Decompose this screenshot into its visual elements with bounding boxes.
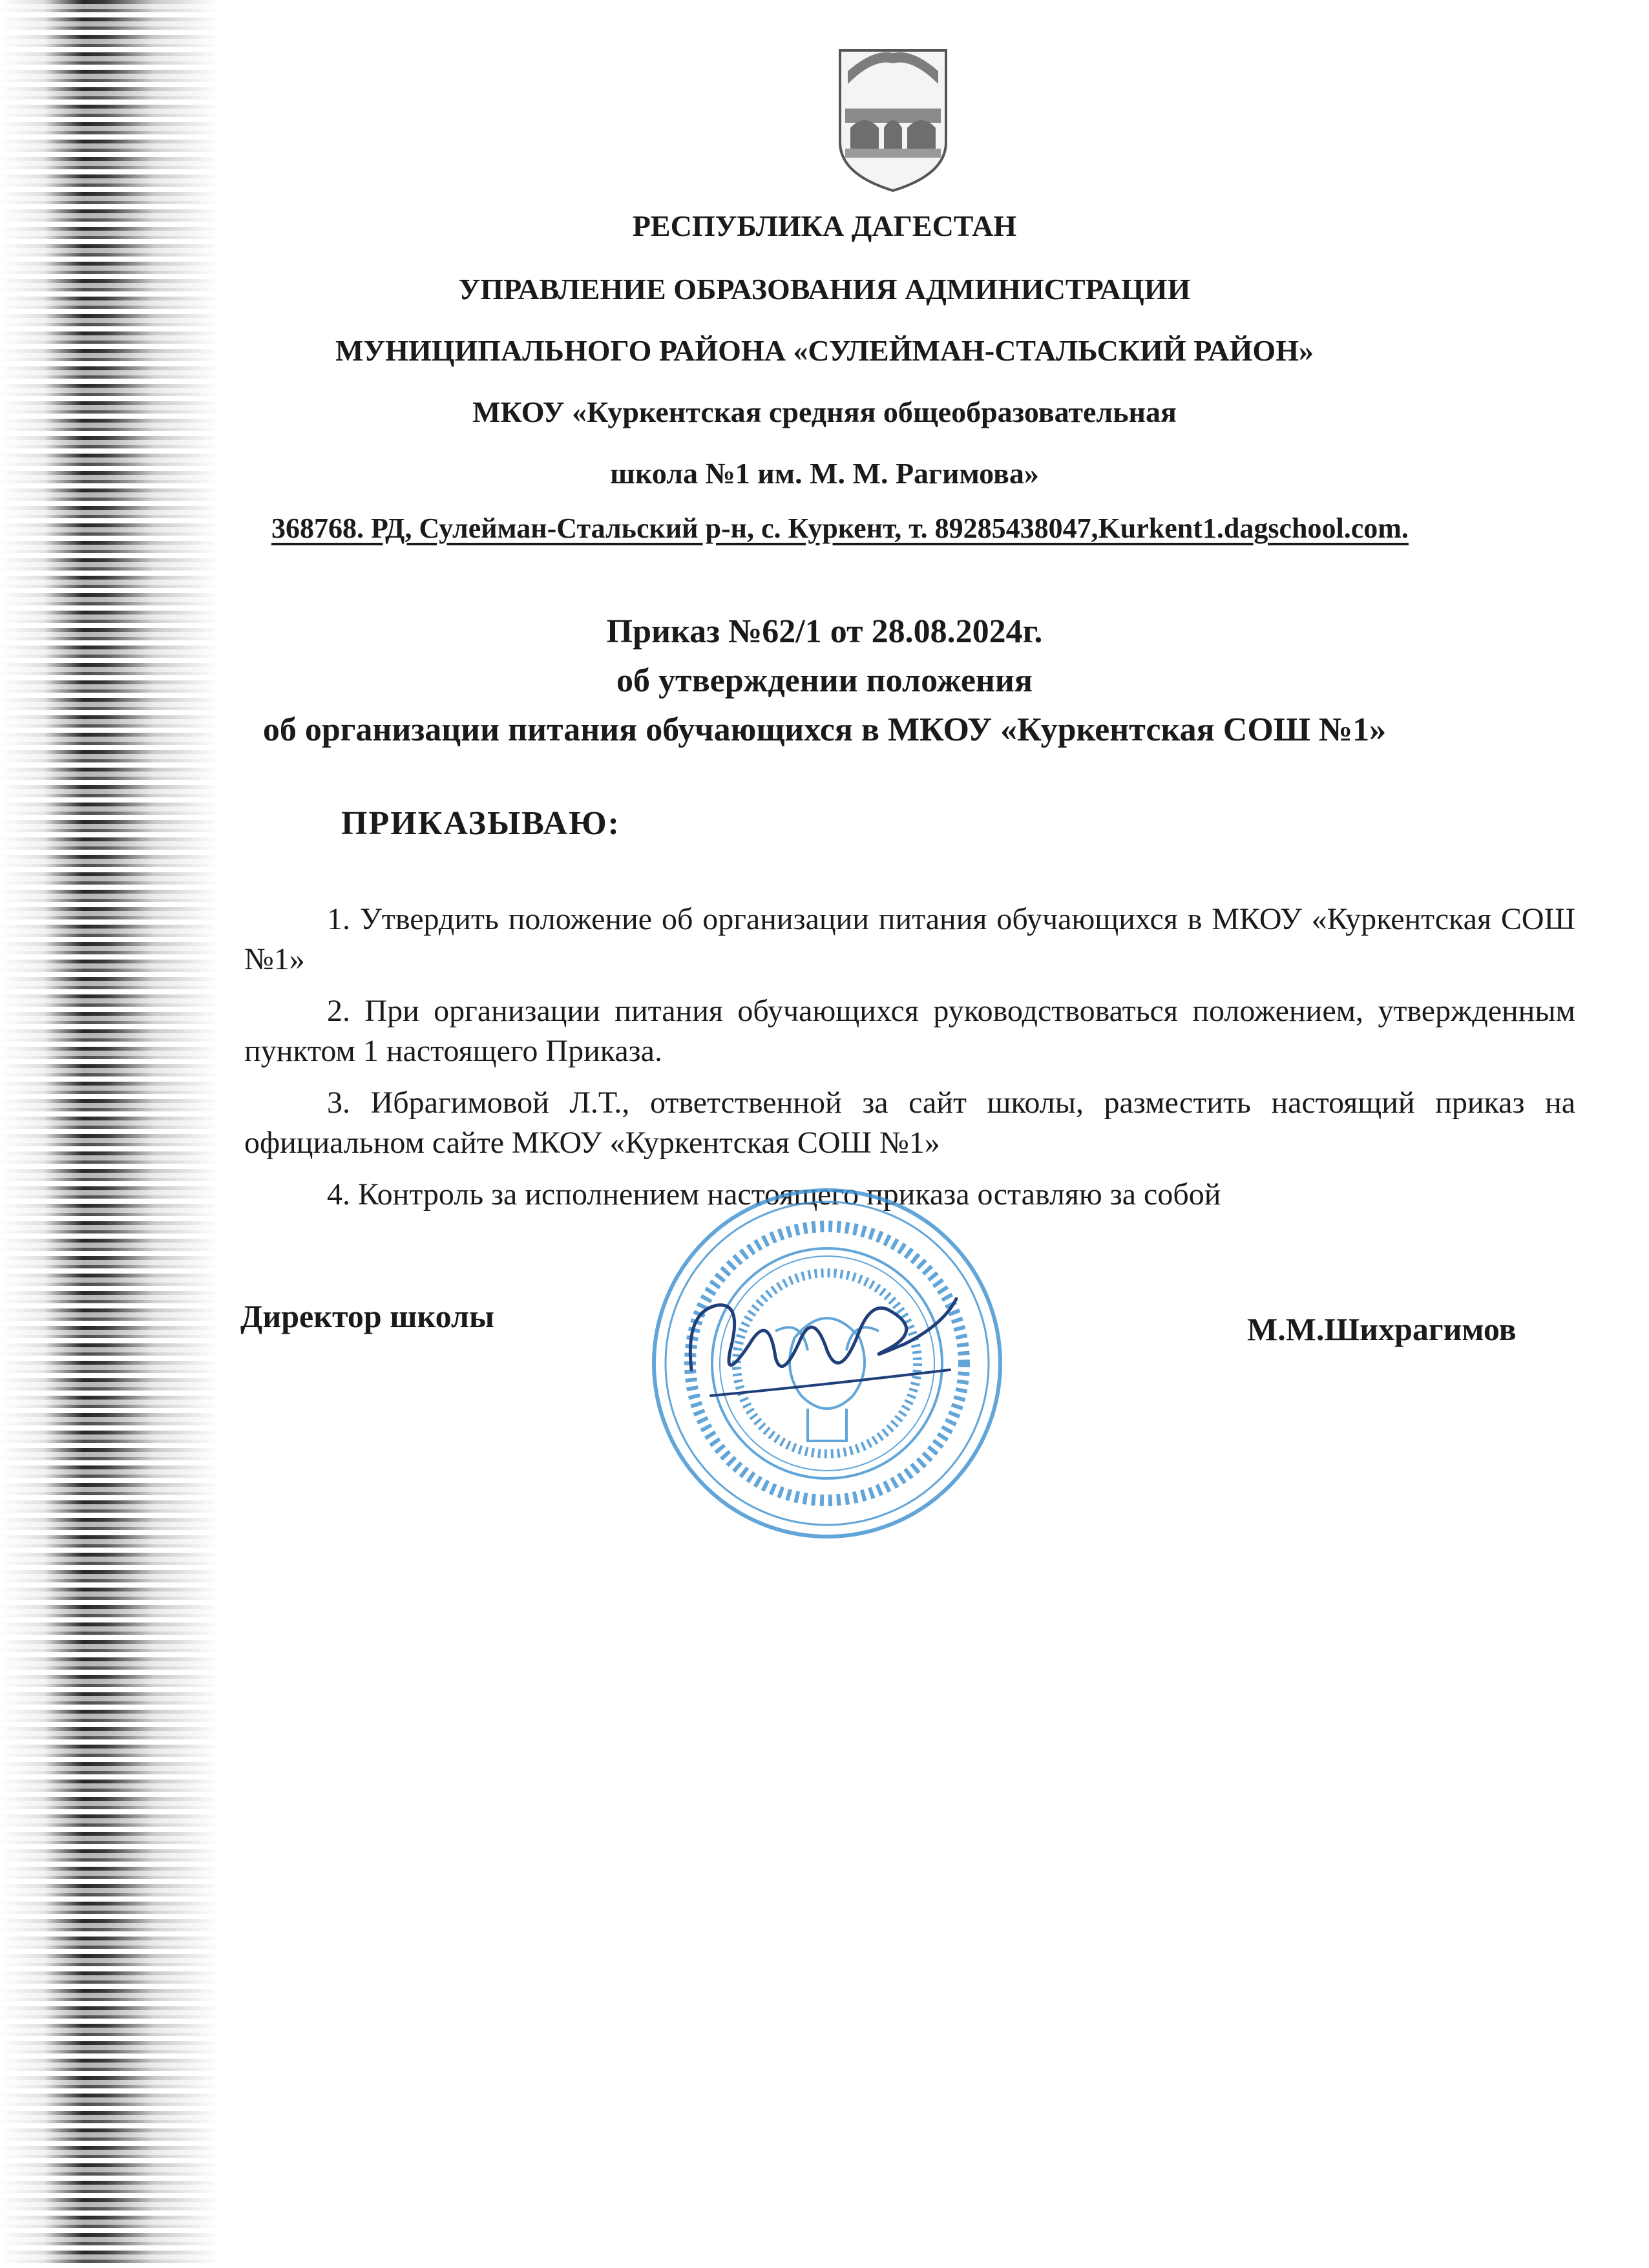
- header-school-name-cont: школа №1 им. М. М. Рагимова»: [610, 457, 1039, 490]
- order-subject-line1: об утверждении положения: [616, 662, 1033, 699]
- order-item-4: 4. Контроль за исполнением настоящего приказа оставляю за собой: [327, 1177, 1221, 1212]
- order-command: ПРИКАЗЫВАЮ:: [341, 805, 620, 842]
- order-item-1: 1. Утвердить положение об организации питания обучающихся в МКОУ «Куркентская СОШ №1»: [244, 902, 1575, 976]
- district-coat-of-arms-icon: [835, 45, 951, 194]
- order-item-3: 3. Ибрагимовой Л.Т., ответственной за сайт школы, разместить настоящий приказ на официальном сайте МКОУ «Куркентская СОШ №1»: [244, 1086, 1575, 1160]
- signature-name: М.М.Шихрагимов: [1247, 1311, 1517, 1347]
- header-district: МУНИЦИПАЛЬНОГО РАЙОНА «СУЛЕЙМАН-СТАЛЬСКИЙ РАЙОН»: [335, 334, 1314, 367]
- director-signature-icon: [672, 1273, 969, 1415]
- order-subject-line2: об организации питания обучающихся в МКОУ «Куркентская СОШ №1»: [262, 711, 1387, 748]
- order-number-date: Приказ №62/1 от 28.08.2024г.: [606, 613, 1043, 650]
- header-address: 368768. РД, Сулейман-Стальский р-н, с. Куркент, т. 89285438047,Kurkent1.dagschool.com.: [271, 512, 1409, 544]
- header-school-name: МКОУ «Куркентская средняя общеобразовательная: [472, 395, 1177, 428]
- order-item-2: 2. При организации питания обучающихся руководствоваться положением, утвержденным пунктом 1 настоящего Приказа.: [244, 994, 1575, 1068]
- header-department: УПРАВЛЕНИЕ ОБРАЗОВАНИЯ АДМИНИСТРАЦИИ: [458, 273, 1191, 306]
- signature-role: Директор школы: [240, 1298, 495, 1334]
- header-republic: РЕСПУБЛИКА ДАГЕСТАН: [632, 209, 1017, 242]
